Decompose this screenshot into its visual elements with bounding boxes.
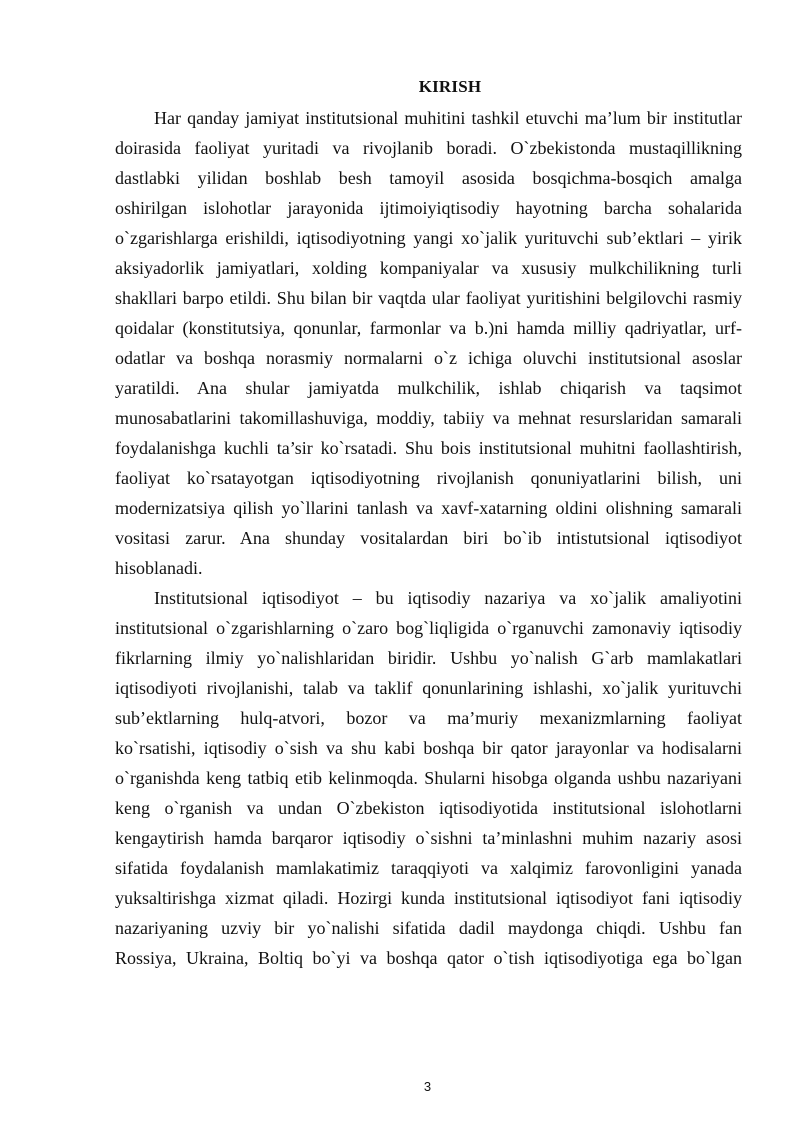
text-line: Har qanday jamiyat institutsional muhitini tashkil etuvchi ma’lum bir institutlar: [154, 108, 742, 128]
text-line: o`zgarishlarga erishildi, iqtisodiyotning yangi xo`jalik yurituvchi sub’ektlari – yirik: [115, 228, 742, 248]
text-line: dastlabki yilidan boshlab besh tamoyil asosida bosqichma-bosqich amalga: [115, 168, 742, 188]
text-line: oshirilgan islohotlar jarayonida ijtimoiyiqtisodiy hayotning barcha sohalarida: [115, 198, 742, 218]
page-title: KIRISH: [418, 77, 482, 96]
text-line: Institutsional iqtisodiyot – bu iqtisodiy nazariya va xo`jalik amaliyotini: [154, 588, 742, 608]
text-line: munosabatlarini takomillashuviga, moddiy, tabiiy va mehnat resurslaridan samarali: [115, 408, 742, 428]
text-line: keng o`rganish va undan O`zbekiston iqtisodiyotida institutsional islohotlarni: [115, 798, 742, 818]
page-number: 3: [423, 1079, 432, 1094]
text-line: kengaytirish hamda barqaror iqtisodiy o`sishni ta’minlashni muhim nazariy asosi: [115, 828, 742, 848]
text-line: yuksaltirishga xizmat qiladi. Hozirgi kunda institutsional iqtisodiyot fani iqtisodiy: [115, 888, 742, 908]
text-line: foydalanishga kuchli ta’sir ko`rsatadi. Shu bois institutsional muhitni faollashtirish,: [115, 438, 742, 458]
text-line: iqtisodiyoti rivojlanishi, talab va taklif qonunlarining ishlashi, xo`jalik yurituvchi: [115, 678, 742, 698]
text-line: faoliyat ko`rsatayotgan iqtisodiyotning rivojlanish qonuniyatlarini bilish, uni: [115, 468, 742, 488]
text-line: fikrlarning ilmiy yo`nalishlaridan biridir. Ushbu yo`nalish G`arb mamlakatlari: [115, 648, 742, 668]
text-line: ko`rsatishi, iqtisodiy o`sish va shu kabi boshqa bir qator jarayonlar va hodisalarni: [115, 738, 742, 758]
text-line: sub’ektlarning hulq-atvori, bozor va ma’muriy mexanizmlarning faoliyat: [115, 708, 742, 728]
text-line: yaratildi. Ana shular jamiyatda mulkchilik, ishlab chiqarish va taqsimot: [115, 378, 742, 398]
text-line: vositasi zarur. Ana shunday vositalardan biri bo`ib intistutsional iqtisodiyot: [115, 528, 742, 548]
text-line: odatlar va boshqa norasmiy normalarni o`z ichiga oluvchi institutsional asoslar: [115, 348, 742, 368]
text-line: Rossiya, Ukraina, Boltiq bo`yi va boshqa qator o`tish iqtisodiyotiga ega bo`lgan: [115, 948, 742, 968]
text-line: modernizatsiya qilish yo`llarini tanlash va xavf-xatarning oldini olishning samarali: [115, 498, 742, 518]
text-line: o`rganishda keng tatbiq etib kelinmoqda. Shularni hisobga olganda ushbu nazariyani: [115, 768, 742, 788]
text-line: qoidalar (konstitutsiya, qonunlar, farmonlar va b.)ni hamda milliy qadriyatlar, urf-: [115, 318, 742, 338]
text-line: nazariyaning uzviy bir yo`nalishi sifatida dadil maydonga chiqdi. Ushbu fan: [115, 918, 742, 938]
text-line: shakllari barpo etildi. Shu bilan bir vaqtda ular faoliyat yuritishini belgilovchi rasmiy: [115, 288, 742, 308]
text-line: doirasida faoliyat yuritadi va rivojlanib boradi. O`zbekistonda mustaqillikning: [115, 138, 742, 158]
text-line: aksiyadorlik jamiyatlari, xolding kompaniyalar va xususiy mulkchilikning turli: [115, 258, 742, 278]
text-line: hisoblanadi.: [115, 558, 203, 578]
text-line: sifatida foydalanish mamlakatimiz taraqqiyoti va xalqimiz farovonligini yanada: [115, 858, 742, 878]
text-line: institutsional o`zgarishlarning o`zaro bog`liqligida o`rganuvchi zamonaviy iqtisodiy: [115, 618, 742, 638]
